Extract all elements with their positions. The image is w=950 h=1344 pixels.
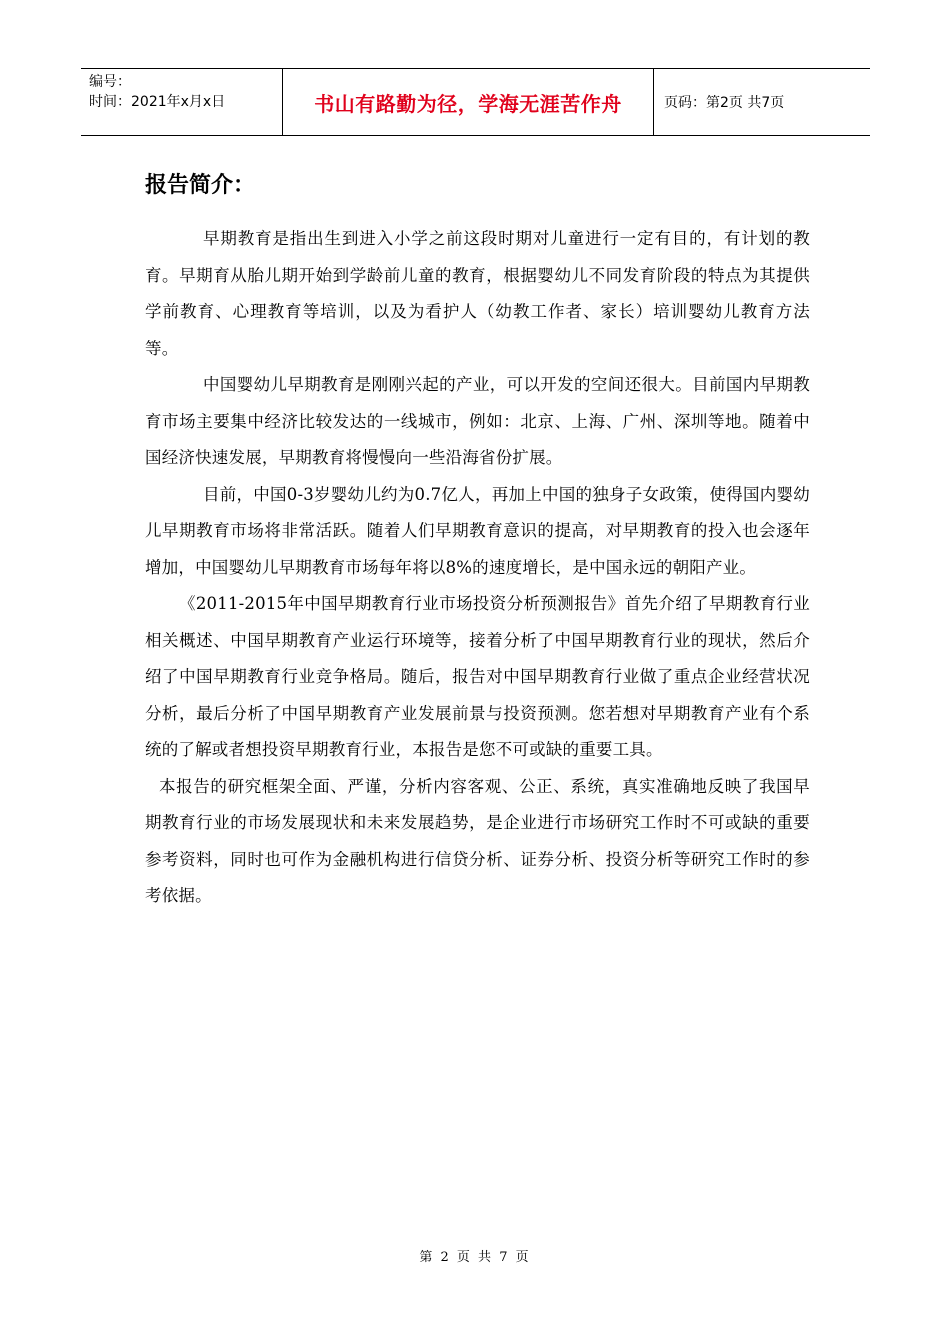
- section-title: 报告简介：: [145, 173, 256, 198]
- header-page-info: 页码：第2页 共7页: [664, 95, 785, 111]
- page-header: [81, 68, 870, 136]
- header-meta: [81, 69, 282, 135]
- report-content: [145, 168, 810, 915]
- paragraph-5: 本报告的研究框架全面、严谨，分析内容客观、公正、系统，真实准确地反映了我国早期教育行业的市场发展现状和未来发展趋势，是企业进行市场研究工作时不可或缺的重要参考资料，同时也可作为金融机构进行信贷分析、证券分析、投资分析等研究工作时的参考依据。: [145, 776, 810, 905]
- paragraph-3: 目前，中国0-3岁婴幼儿约为0.7亿人，再加上中国的独身子女政策，使得国内婴幼儿早期教育市场将非常活跃。随着人们早期教育意识的提高，对早期教育的投入也会逐年增加，中国婴幼儿早期教育市场每年将以8%的速度增长，是中国永远的朝阳产业。: [145, 484, 810, 577]
- paragraph-2: 中国婴幼儿早期教育是刚刚兴起的产业，可以开发的空间还很大。目前国内早期教育市场主要集中经济比较发达的一线城市，例如：北京、上海、广州、深圳等地。随着中国经济快速发展，早期教育将慢慢向一些沿海省份扩展。: [145, 375, 810, 467]
- header-motto: 书山有路勤为径，学海无涯苦作舟: [282, 69, 654, 135]
- paragraph-1: 早期教育是指出生到进入小学之前这段时期对儿童进行一定有目的，有计划的教育。早期育从胎儿期开始到学龄前儿童的教育，根据婴幼儿不同发育阶段的特点为其提供学前教育、心理教育等培训，以及为看护人（幼教工作者、家长）培训婴幼儿教育方法等。: [145, 229, 810, 358]
- document-date: 时间：2021年x月x日: [89, 94, 226, 110]
- page-footer: 第 2 页 共 7 页: [419, 1250, 531, 1265]
- paragraph-4: 《2011-2015年中国早期教育行业市场投资分析预测报告》首先介绍了早期教育行业相关概述、中国早期教育产业运行环境等，接着分析了中国早期教育行业的现状，然后介绍了中国早期教育行业竞争格局。随后，报告对中国早期教育行业做了重点企业经营状况分析，最后分析了中国早期教育产业发展前景与投资预测。您若想对早期教育产业有个系统的了解或者想投资早期教育行业，本报告是您不可或缺的重要工具。: [145, 594, 810, 759]
- document-number-label: 编号：: [89, 74, 131, 90]
